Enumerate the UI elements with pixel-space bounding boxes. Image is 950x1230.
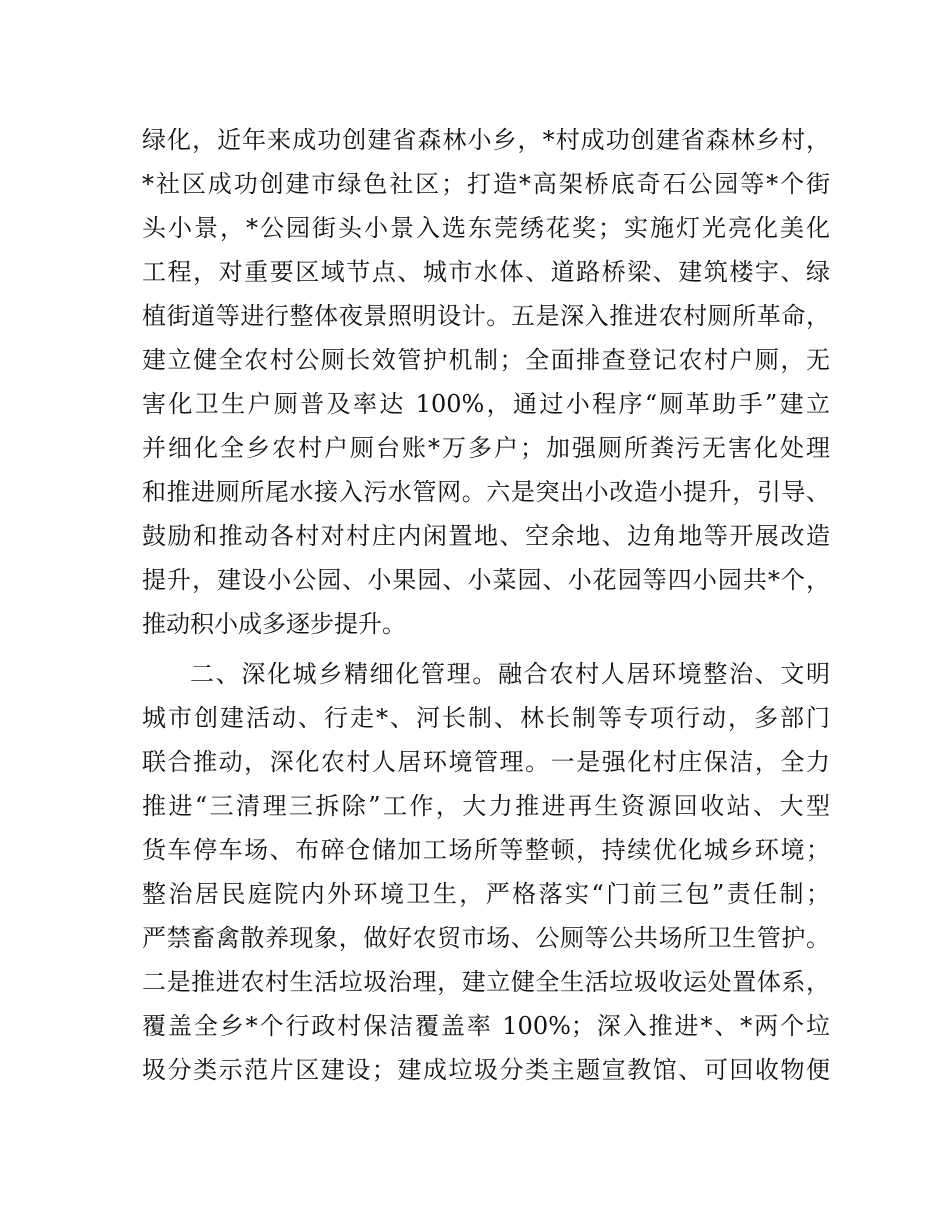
text-line: 圾分类示范片区建设；建成垃圾分类主题宣教馆、可回收物便 [142,1056,830,1084]
text-line: 害化卫生户厕普及率达 100%，通过小程序“厕革助手”建立 [142,390,830,418]
text-line: 和推进厕所尾水接入污水管网。六是突出小改造小提升，引导、 [142,478,830,506]
text-line: 提升，建设小公园、小果园、小菜园、小花园等四小园共*个， [142,566,830,594]
text-line: 绿化，近年来成功创建省森林小乡，*村成功创建省森林乡村， [142,126,830,154]
paragraph-last-line: 推动积小成多逐步提升。 [142,610,406,638]
text-line: 植街道等进行整体夜景照明设计。五是深入推进农村厕所革命， [142,302,830,330]
text-line: 联合推动，深化农村人居环境管理。一是强化村庄保洁，全力 [142,748,830,776]
text-line: 二是推进农村生活垃圾治理，建立健全生活垃圾收运处置体系， [142,968,830,996]
text-line: 严禁畜禽散养现象，做好农贸市场、公厕等公共场所卫生管护。 [142,924,830,952]
text-line: 鼓励和推动各村对村庄内闲置地、空余地、边角地等开展改造 [142,522,830,550]
text-line: 并细化全乡农村户厕台账*万多户；加强厕所粪污无害化处理 [142,434,830,462]
section-heading-line: 二、深化城乡精细化管理。融合农村人居环境整治、文明 [190,660,830,688]
text-line: 工程，对重要区域节点、城市水体、道路桥梁、建筑楼宇、绿 [142,258,830,286]
text-line: 推进“三清理三拆除”工作，大力推进再生资源回收站、大型 [142,792,830,820]
text-line: 货车停车场、布碎仓储加工场所等整顿，持续优化城乡环境； [142,836,830,864]
text-line: 城市创建活动、行走*、河长制、林长制等专项行动，多部门 [142,704,830,732]
text-line: *社区成功创建市绿色社区；打造*高架桥底奇石公园等*个街 [142,170,830,198]
text-line: 建立健全农村公厕长效管护机制；全面排查登记农村户厕，无 [142,346,830,374]
text-line: 头小景，*公园街头小景入选东莞绣花奖；实施灯光亮化美化 [142,214,830,242]
text-line: 覆盖全乡*个行政村保洁覆盖率 100%；深入推进*、*两个垃 [142,1012,830,1040]
text-line: 整治居民庭院内外环境卫生，严格落实“门前三包”责任制； [142,880,830,908]
